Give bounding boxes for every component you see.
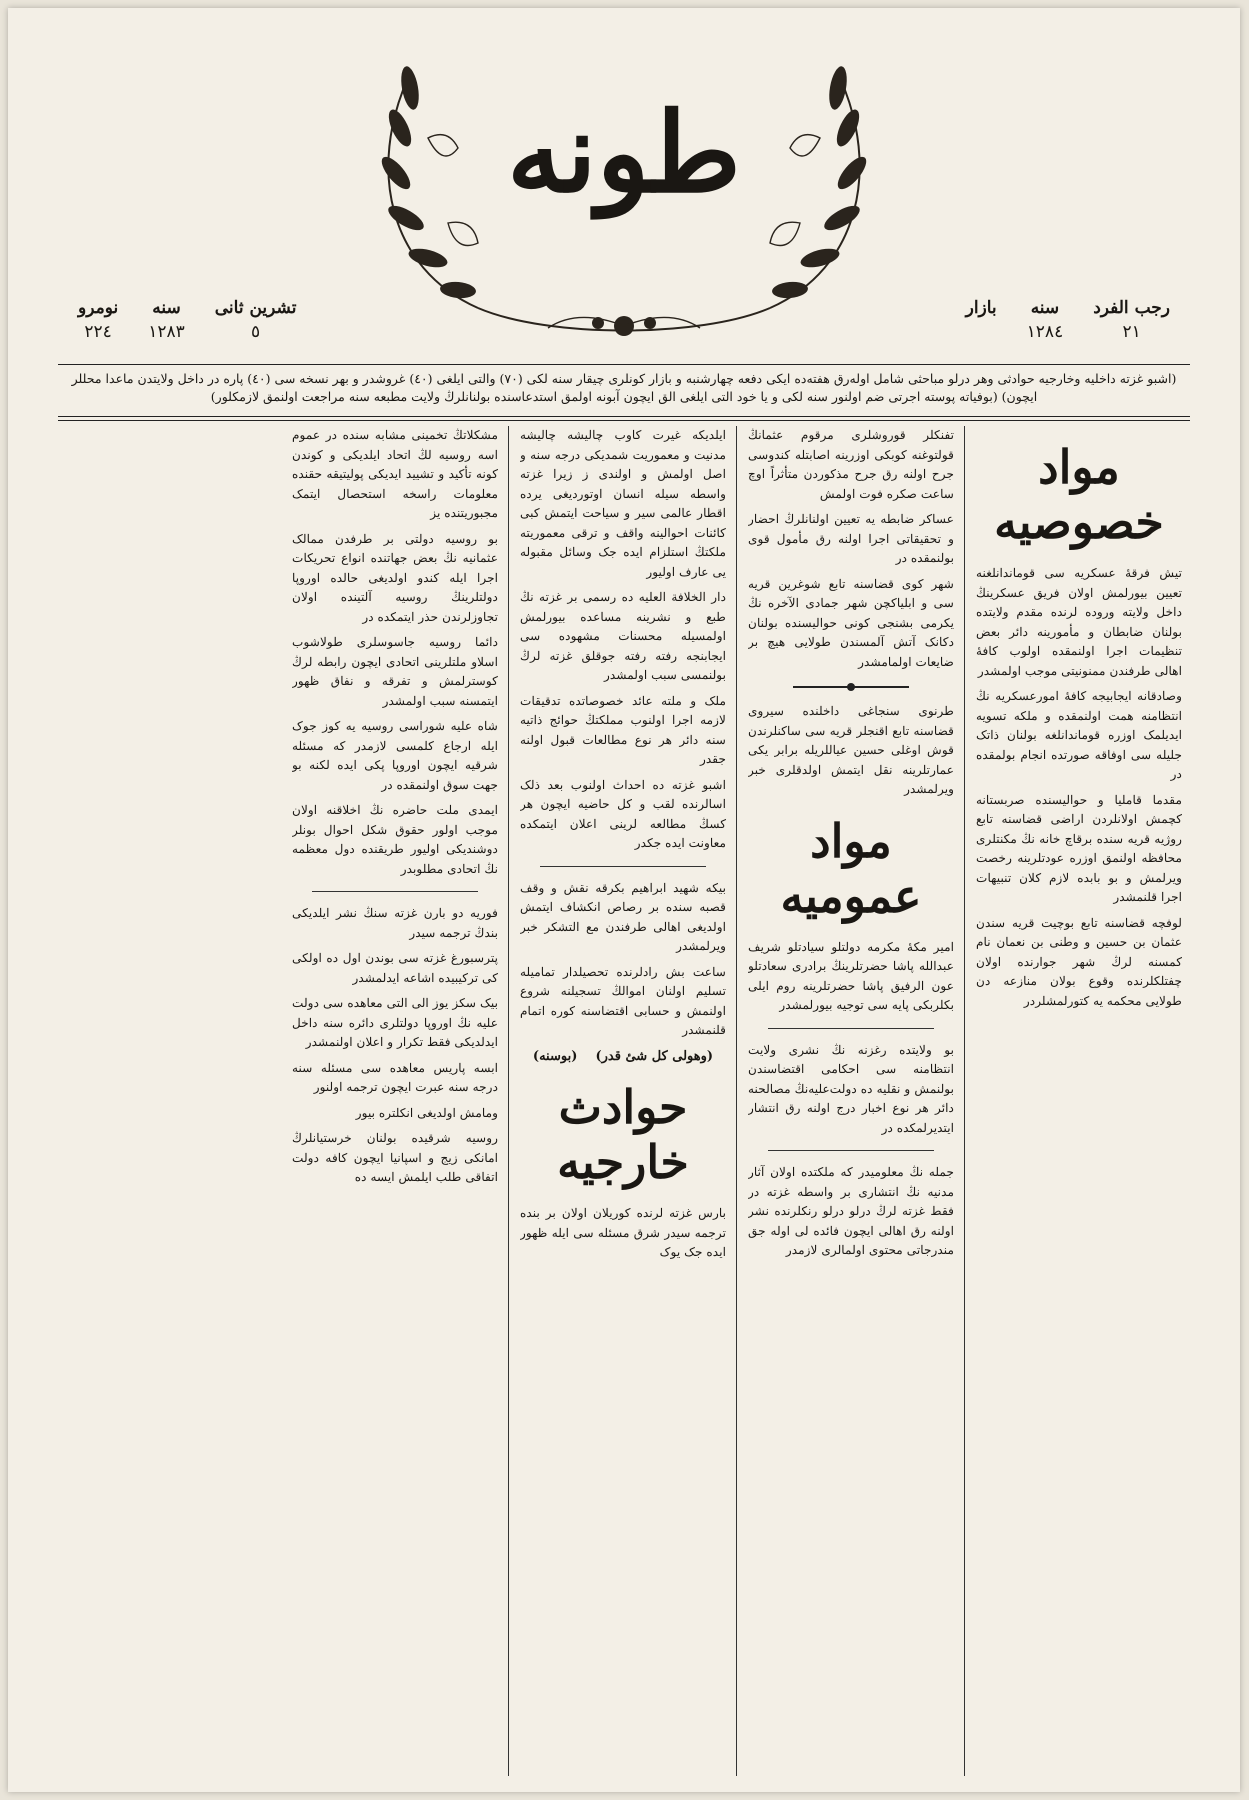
date-value: ٢٢٤ xyxy=(84,322,112,342)
article-paragraph: دار الخلافة العلیه ده رسمی بر غزته نڭ طبع و نشرینه مساعده بیورلمش اولمسیله محسنات مشهوده سی ایجابنجه رفته رفته جوقلق غزته لرڭ بولنمسی سبب اولمشدر xyxy=(520,590,726,682)
date-value: ٥ xyxy=(251,322,261,342)
dateline-note: (وهولی کل شئ قدر) xyxy=(595,1048,714,1064)
date-value: ١٢٨٤ xyxy=(1026,322,1064,342)
article-paragraph: شاه علیه شوراسی روسیه یه کوز جوک ایله ارجاع کلمسی لازمدر که مسئله شرقیه ایچون اوروپا پکی ایده لکنه بو جهت سوق اولنمقده در xyxy=(292,719,498,792)
article-paragraph: بارس غزته لرنده کوریلان اولان بر بنده ترجمه سیدر شرق مسئله سی ایله ظهور ایده جک یوک xyxy=(520,1206,726,1260)
notice-rule-double xyxy=(58,420,1190,421)
section-heading-foreign-news: حوادث خارجیه xyxy=(557,1080,689,1190)
date-value: ١٢٨٣ xyxy=(148,322,185,342)
article-paragraph: ایلدیکه غیرت کاوب چالیشه چالیشه مدنیت و معموریت شمدیکی درجه سنه و اصل اولمش و اولندی ز زیرا غزته واسطه سیله انسان اوتوردیغی یرده اقطار عالمی سیر و سیاحت ایتمش کبی کائنات احوالینه واقف و ترقی معموریته ملکتڭ استلزام ایده جک وسائل مقبوله یی عارف اولیور xyxy=(520,428,726,579)
article-paragraph: تیش فرقهٔ عسکریه سی قوماندانلغنه تعیین بیورلمش اولان فریق عسکرینڭ داخل ولایته وروده لرنده مقدم ولایتده بولنان ضابطان و مأمورینه دائر بعض تنظیمات اجرا اولنمقده اولوب کافهٔ اهالی طرفندن ممنونیتی موجب اولمشدر xyxy=(976,566,1182,678)
section-heading-local-news: مواد خصوصیه xyxy=(994,440,1164,550)
article-separator xyxy=(540,866,706,867)
article-paragraph: مشکلاتڭ تخمینی مشابه سنده در عموم اسه روسیه لڭ اتحاد ایلدیکی و کوندن کونه تأکید و تشیید ایدیکی پولیتیقه حقنده معلومات راسخه استحصال ایتمک مجبوریتنده یز xyxy=(292,428,498,520)
article-separator xyxy=(768,1028,934,1029)
newspaper-page xyxy=(8,8,1240,1792)
article-separator xyxy=(312,891,478,892)
date-item xyxy=(215,298,297,342)
column-2 xyxy=(748,426,954,1776)
article-paragraph: بو ولایتده رغزنه نڭ نشری ولایت انتظامنه سی احکامی اقتضاسندن بولنمش و نقلیه ده دولت‌علیه‌نڭ مصالحنه دائر هر نوع اخبار درج اولنه رق انتشار ایتدیرلمکده در xyxy=(748,1042,954,1135)
hijri-date-block xyxy=(966,298,1170,342)
dateline-row xyxy=(520,1047,726,1067)
article-paragraph: شهر کوی قضاسنه تابع شوغرین قریه سی و ابلیاکچن شهر جمادی الآخره نڭ یکرمی بشنجی کونی حوالیسنده بولنان دکانک آتش آلمسندن طولایی هیچ بر ضایعات اولمامشدر xyxy=(748,576,954,669)
article-paragraph: عساکر ضابطه یه تعیین اولنانلرڭ احضار و تحقیقاتی اجرا اولنه رق مأمول قوی بولنمقده در xyxy=(748,512,954,565)
dateline-location: (بوسنه) xyxy=(532,1048,578,1064)
masthead xyxy=(8,8,1240,368)
article-paragraph: ساعت بش رادلرنده تحصیلدار تمامیله تسلیم اولنان اموالڭ تسجیلنه شروع اولنمش و حسابی اقتضاسنه کوره اتمام قلنمشدر xyxy=(520,964,726,1037)
masthead-rule xyxy=(58,364,1190,365)
list-item: ومامش اولدیغی انکلتره بیور xyxy=(355,1105,498,1120)
column-4 xyxy=(292,426,498,1776)
subscription-notice: (اشبو غزته داخلیه وخارجیه حوادثی وهر درلو مباحثی شامل اولەرق هفتەدە ایکی دفعه چهارشنبه و بازار کونلری چیقار سنه لکی (٧٠) والتی ایلغی (٤٠) غروشدر و بهر نسخه سی (٤٠) پاره در داخل ولایتدن ماعدا محللر ایچون) (بوفیاته پوسته اجرتی ضم اولنور سنه لکی و یا خود التی ایلغی الق ایچون آبونه اولمق استدعاسنده بولنانلرڭ ولایت مطبعه سنه مراجعت اولنمق لازمکلور) xyxy=(71,371,1177,404)
date-label: سنه xyxy=(1030,298,1060,318)
column-3 xyxy=(520,426,726,1776)
date-item xyxy=(148,298,185,342)
article-paragraph: مقدما قاملیا و حوالیسنده صربستانه کچمش اولانلردن اراضی قضاسنه تابع روژیه قریه سنده برقاچ خانه نڭ مکنتلری محافظه اولنمق اوزره عودتلرینه رخصت ویرلمش و بو بابده لازم کلان تنبیهات اجرا قلنمشدر xyxy=(976,792,1182,905)
article-separator xyxy=(768,1150,934,1151)
article-paragraph: اشبو غزته ده احداث اولنوب بعد ذلک اسالرنده لقب و کل حاضیه ایچون هر کسڭ مطالعه لرینی اعلان ایتمکده معاونت ایده جکدر xyxy=(520,777,726,850)
issue-number xyxy=(78,298,118,342)
article-columns xyxy=(70,426,1188,1776)
article-paragraph: بیکه شهید ابراهیم بکرقه نقش و وقف قصبه سنده بر رصاص انکشاف ایتمش اولدیغی اهالی طرفندن مع التشکر خبر ویرلمشدر xyxy=(520,880,726,953)
list-item: ابسه پاریس معاهده سی مسئله سنه درجه سنه عبرت ایچون ترجمه اولنور xyxy=(292,1060,498,1094)
date-value: ٢١ xyxy=(1122,322,1141,342)
list-item: روسیه شرقیده بولنان خرستیانلرڭ امانکی زیج و اسپانیا ایچون کافه دولت اتفاقی طلب ایلمش ایسه ده xyxy=(292,1131,498,1184)
list-item: بیک سکز یوز الی التی معاهده سی دولت علیه نڭ اوروپا دولتلری دائره سنه داخل ایدلدیکی فقط تکرار و اعلان اولنمشدر xyxy=(292,996,498,1049)
date-label: سنه xyxy=(152,298,181,318)
date-label: نومرو xyxy=(78,298,119,318)
date-item xyxy=(1027,298,1064,342)
article-paragraph: وصادقانه ایجابیجه کافهٔ امورعسکریه نڭ انتظامنه همت اولنمقده و ملکه تسویه ایدیلمک اوزره قوماندانلغه بولنان ذاتک جلیله سی اوفاقه صورتده انجام بولمقده در xyxy=(976,689,1182,782)
newspaper-title: طونه xyxy=(507,88,741,217)
date-item xyxy=(966,298,997,342)
rumi-date-block xyxy=(78,298,296,342)
divider-ornament xyxy=(791,682,911,692)
list-item: پترسبورغ غزته سی بوندن اول ده اولکی کی ترکیبیده اشاعه ایدلمشدر xyxy=(292,951,498,985)
article-paragraph: طرنوی سنجاغی داخلنده سیروی قضاسنه تابع اقنجلر قریه سی ساکنلرندن قوش اوغلی حسین عیاللریله برابر یکی عمارتلرینه نقل ایتمش اولدقلری خبر ویرلمشدر xyxy=(748,704,954,796)
column-divider xyxy=(964,426,965,1776)
article-paragraph: تفنکلر قوروشلری مرقوم عثمانڭ قولتوغنه کوبکی اوزرینه اصابتله کندوسی جرح اولنه رق جرح مذکوردن متأثراً اوچ ساعت صکره فوت اولمش xyxy=(748,428,954,501)
article-paragraph: دائما روسیه جاسوسلری طولاشوب اسلاو ملتلرینی اتحادی ایچون رابطه لرڭ کوسترلمش و تفرقه و نفاق ظهور ایتمسنه سبب اولمشدر xyxy=(292,635,498,708)
column-1 xyxy=(976,426,1182,1776)
date-label: رجب الفرد xyxy=(1093,298,1170,318)
article-paragraph: جمله نڭ معلومیدر که ملکتده اولان آثار مدنیه نڭ انتشاری بر واسطه غزته در فقط غزته لرڭ درلو درلو رنکلرنده نشر اولنه رق اهالی ایچون فائده لی اوله جق مندرجاتی محتوی اولمالری لازمدر xyxy=(748,1165,954,1258)
article-paragraph: امیر مکهٔ مکرمه دولتلو سیادتلو شریف عبدالله پاشا حضرتلرینڭ برادری سعادتلو عون الرفیق پاشا حضرتلرینه روم ایلی بکلربکی پایه سی توجیه بیورلمشدر xyxy=(748,939,954,1013)
date-label: بازار xyxy=(965,298,997,318)
article-paragraph: بو روسیه دولتی بر طرفدن ممالک عثمانیه نڭ بعض جهاتنده انواع تحریکات اجرا ایله کندو اولدیغی حالده اوروپا دولتلرینڭ روسیه آلتینده اولان تجاوزلرندن حذر ایتمکده در xyxy=(292,531,498,624)
column-divider xyxy=(736,426,737,1776)
date-label: تشرین ثانی xyxy=(214,298,297,318)
column-divider xyxy=(508,426,509,1776)
article-paragraph: فوریه دو بارن غزته سنڭ نشر ایلدیکی بندڭ ترجمه سیدر xyxy=(292,906,498,940)
notice-rule xyxy=(58,416,1190,417)
date-item xyxy=(1093,298,1170,342)
article-paragraph: ایمدی ملت حاضره نڭ اخلاقنه اولان موجب اولور حقوق شکل احوال بونلر دوشندیکی اولیور طریقنده دول معظمه نڭ اتحادی مطلوبدر xyxy=(292,803,498,876)
section-heading-general-news: مواد عمومیه xyxy=(780,813,922,923)
article-paragraph: لوفچه قضاسنه تابع بوچیت قریه سندن عثمان بن حسین و وطنی بن نعمان نام کمسنه لرڭ شهر جوارنده اولان چفتلکلرنده وقوع بولان منازعه دن طولایی محکمه یه کتورلمشلردر xyxy=(976,915,1182,1008)
article-paragraph: ملک و ملته عائد خصوصاتده تدقیقات لازمه اجرا اولنوب مملکتڭ حوائج ذاتیه سنه دائر هر نوع مطالعات قبول اولنه جقدر xyxy=(520,693,726,766)
